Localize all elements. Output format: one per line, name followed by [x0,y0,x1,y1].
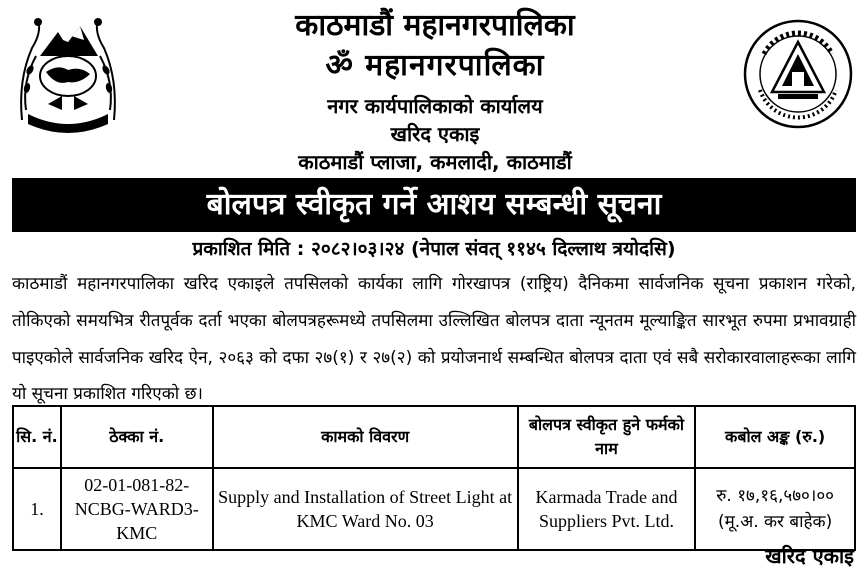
office-address: काठमाडौं प्लाजा, कमलादी, काठमाडौं [298,150,572,174]
notice-body: काठमाडौं महानगरपालिका खरिद एकाइले तपसिलको कार्यका लागि गोरखापत्र (राष्ट्रिय) दैनिकमा सार्वजनिक सूचना प्रकाशन गरेको, तोकिएको समयभित्र रीतपूर्वक दर्ता भएका बोलपत्रहरूमध्ये तपसिलमा उल्लिखित बोलपत्र दाता न्यूनतम मूल्याङ्कित सारभूत रुपमा प्रभावग्राही पाइएकोले सार्वजनिक खरिद ऐन, २०६३ को दफा २७(१) र २७(२) को प्रयोजनार्थ सम्बन्धित बोलपत्र दाता एवं सबै सरोकारवालाहरूका लागि यो सूचना प्रकाशित गरिएको छ। [12,274,856,405]
header-contract-number: ठेक्का नं. [61,406,213,468]
cell-serial-number: 1. [13,468,61,550]
bid-amount-note: (मू.अ. कर बाहेक) [718,512,833,532]
table-header-row [13,406,855,468]
organization-script-title: ॐ महानगरपालिका [325,48,545,83]
published-date: प्रकाशित मिति : २०८२।०३।२४ (नेपाल संवत् ११४५ दिल्लाथ त्रयोदसि) [192,238,676,260]
kmc-seal-emblem [742,18,854,130]
notice-title-banner: बोलपत्र स्वीकृत गर्ने आशय सम्बन्धी सूचना [12,178,856,232]
organization-title: काठमाडौं महानगरपालिका [295,8,575,43]
header-bid-amount: कबोल अङ्क (रु.) [695,406,855,468]
table-row [13,468,855,550]
header-firm-name: बोलपत्र स्वीकृत हुने फर्मको नाम [518,406,696,468]
procurement-unit: खरिद एकाइ [390,122,480,146]
header-serial-number: सि. नं. [13,406,61,468]
nepal-government-emblem [8,10,128,135]
cell-bid-amount [695,468,855,550]
header-work-description: कामको विवरण [213,406,518,468]
signature-procurement-unit: खरिद एकाइ [765,544,854,568]
cell-work-description: Supply and Installation of Street Light at KMC Ward No. 03 [213,468,518,550]
office-name: नगर कार्यपालिकाको कार्यालय [327,94,543,118]
bid-amount-value: रु. १७,१६,५७०।०० [716,486,835,506]
bid-acceptance-table [12,405,856,551]
cell-contract-number: 02-01-081-82-NCBG-WARD3-KMC [61,468,213,550]
cell-firm-name: Karmada Trade and Suppliers Pvt. Ltd. [518,468,696,550]
